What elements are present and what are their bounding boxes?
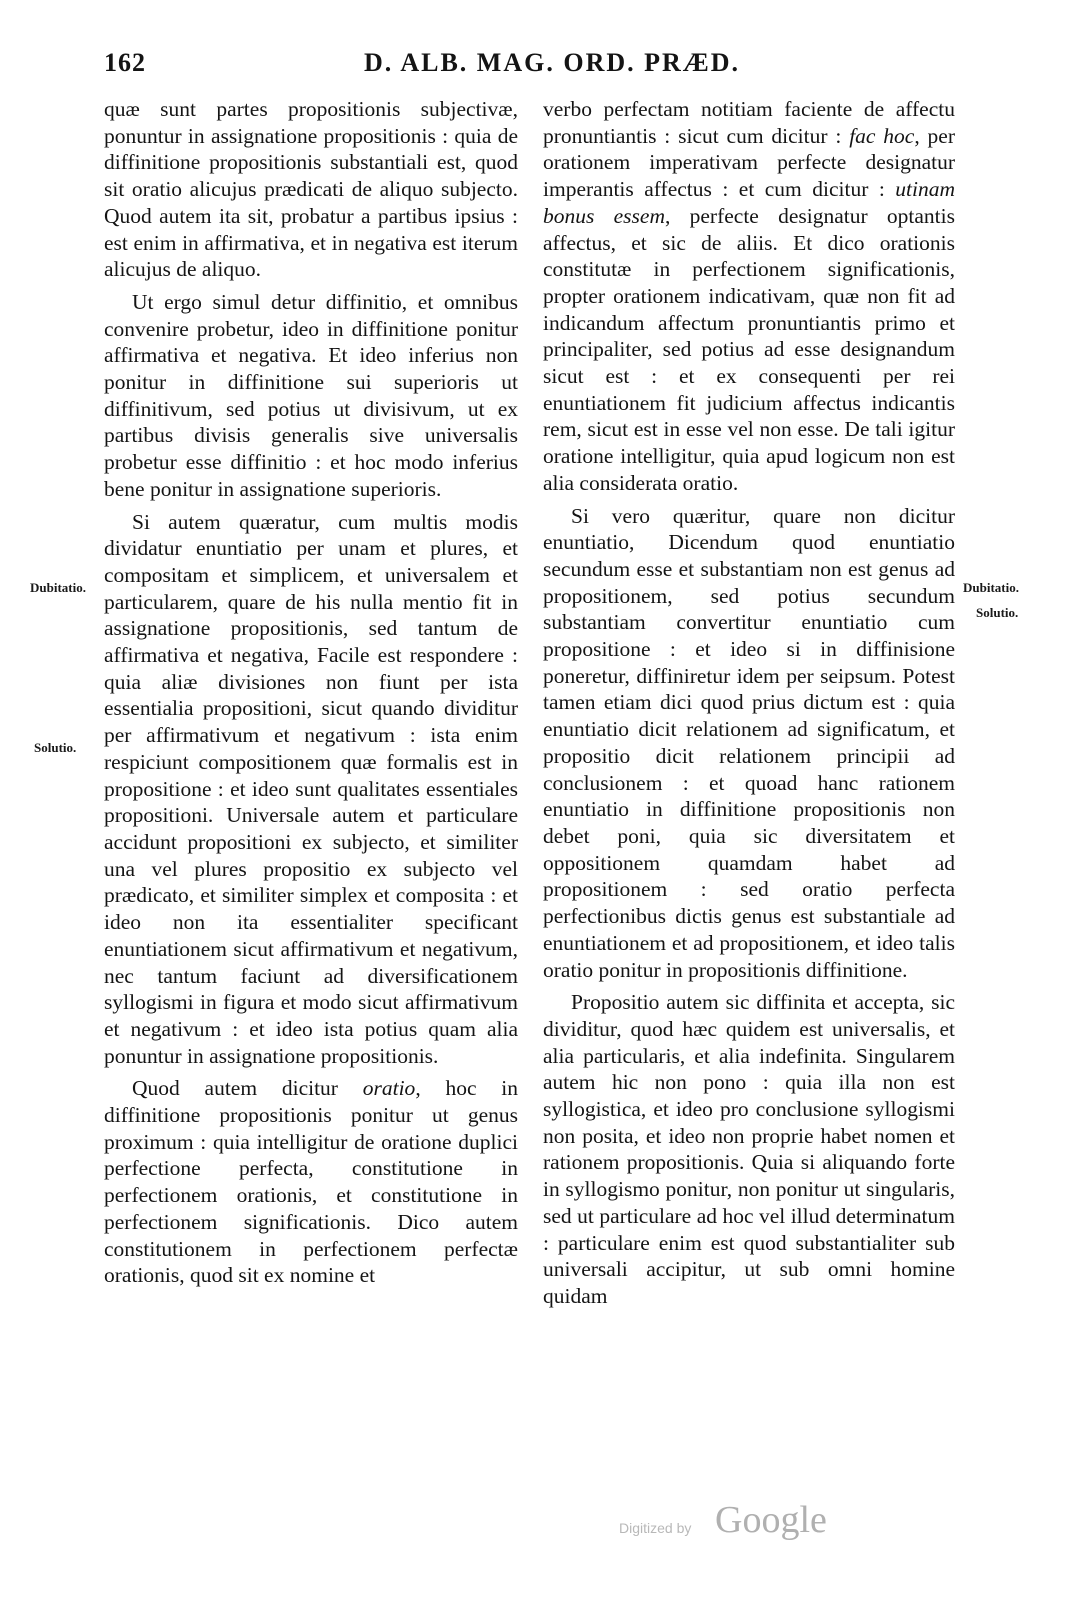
left-column: [104, 96, 518, 1295]
left-p4-italic: oratio: [362, 1076, 416, 1101]
margin-note-dubitatio-right: Dubitatio.: [963, 580, 1019, 595]
left-p4-text-a: Quod autem dicitur: [132, 1076, 363, 1101]
watermark-prefix: Digitized by: [619, 1520, 692, 1536]
left-paragraph-4: [104, 1075, 518, 1289]
margin-note-dubitatio-left: Dubitatio.: [30, 580, 86, 595]
google-logo-text: Google: [715, 1499, 827, 1541]
page-number: 162: [104, 48, 146, 77]
left-paragraph-1: quæ sunt partes propositionis subjectivæ, ponuntur in assignatione propositionis : quia de diffinitione propositionis substantiali est, quod sit oratio alicujus prædicati de aliquo subjecto. Quod autem ita sit, probatur a partibus ipsius : est enim in affirmativa, et in negativa est iterum alicujus de aliquo.: [104, 97, 518, 282]
right-p1-text-c: , perfecte designatur optantis affectus, et sic de aliis. Et dico orationis constitutæ in perfectionem significationis, propter orationem indicativam, quæ non fit ad indicandum affectum pronuntiantis primo et principaliter, sed potius ad esse designandum sicut est : et ex consequenti per rei enuntiationem fit judicium affectus indicantis rem, sicut est in esse vel non esse. De tali igitur oratione intelligitur, quia apud logicum non est alia considerata oratio.: [543, 203, 955, 495]
margin-note-solutio-left: Solutio.: [34, 740, 77, 755]
margin-note-solutio-right: Solutio.: [976, 605, 1019, 620]
right-p1-text-b: , per orationem imperativam perfecte designatur imperantis affectus : et cum dicitur :: [543, 123, 956, 202]
right-column: [543, 96, 955, 1316]
google-watermark: [619, 1498, 849, 1546]
left-paragraph-3: Si autem quæratur, cum multis modis dividatur enuntiatio per unam et plures, et compositam et simplicem, et universalem et particularem, quare de his nulla mentio fit in assignatione propositionis, sed tantum de affirmativa et negativa, Facile est respondere : quia aliæ divisiones non fiunt per ista essentialia propositioni, sicut quando dividitur per affirmativum et negativum : ista enim respiciunt compositionem quæ formalis est in propositione : et ideo sunt qualitates essentiales propositioni. Universale autem et particulare accidunt propositioni ex subjecto, et similiter una vel plures propositio ex subjecto vel prædicato, et similiter simplex et composita : et ideo non ita essentialiter specificant enuntiationem sicut affirmativum et negativum, nec tantum faciunt ad diversificationem syllogismi in figura et modo sicut affirmativum et negativum : et ideo ista potius quam alia ponuntur in assignatione propositionis.: [104, 509, 518, 1068]
left-paragraph-2: Ut ergo simul detur diffinitio, et omnibus convenire probetur, ideo in diffinitione ponitur affirmativa et negativa. Et ideo inferius non ponitur in diffinitione sui superioris ut diffinitivum, sed potius ut divisivum, ut ex partibus divisis generalis sive universalis probetur esse diffinitio : et hoc modo inferius bene ponitur in assignatione superioris.: [104, 289, 518, 501]
right-paragraph-1: [543, 96, 955, 497]
right-p1-italic-1: fac hoc: [849, 123, 915, 148]
page-header: [104, 48, 964, 88]
right-p1-italic-2: utinam bonus essem: [543, 177, 955, 228]
right-paragraph-2: Si vero quæritur, quare non dicitur enuntiatio, Dicendum quod enuntiatio secundum esse et substantiam non est genus ad propositionem, sed potius secundum substantiam convertitur enuntiatio cum propositione : et ideo si in diffinisione poneretur, diffiniretur idem per seipsum. Potest tamen etiam dici quod prius dictum est : quia enuntiatio dicit relationem ad significatum, et propositio dicit relationem principii ad conclusionem : et quoad hanc rationem enuntiatio in diffinitione propositionis non debet poni, quia sic diversitatem et oppositionem quamdam habet ad propositionem : sed oratio perfecta perfectionibus dictis genus est substantiale ad enuntiationem et ad propositionem, et ideo talis oratio ponitur in propositionis diffinitione.: [543, 503, 955, 982]
right-paragraph-3: Propositio autem sic diffinita et accepta, sic dividitur, quod hæc quidem est universalis, et alia particularis, et alia indefinita. Singularem autem hic non pono : quia illa non est syllogistica, et ideo pro conclusione syllogismi non posita, et ideo non proprie habet nomen et rationem propositionis. Quia si aliquando forte in syllogismo ponitur, non ponitur ut singularis, sed ut particulare ad hoc vel illud determinatum : particulare enim est quod substantialiter sub universali accipitur, ut sub omni homine quidam: [543, 990, 955, 1308]
left-p4-text-b: , hoc in diffinitione propositionis ponitur ut genus proximum : quia intelligitur de oratione duplici perfectione perfecta, constitutione in perfectionem orationis, et constitutione in perfectionem significationis. Dico autem constitutionem in perfectionem perfectæ orationis, quod sit ex nomine et: [104, 1076, 518, 1288]
right-p1-text-a: verbo perfectam notitiam faciente de affectu pronuntiantis : sicut cum dicitur :: [543, 97, 955, 148]
running-title: D. ALB. MAG. ORD. PRÆD.: [364, 48, 741, 77]
